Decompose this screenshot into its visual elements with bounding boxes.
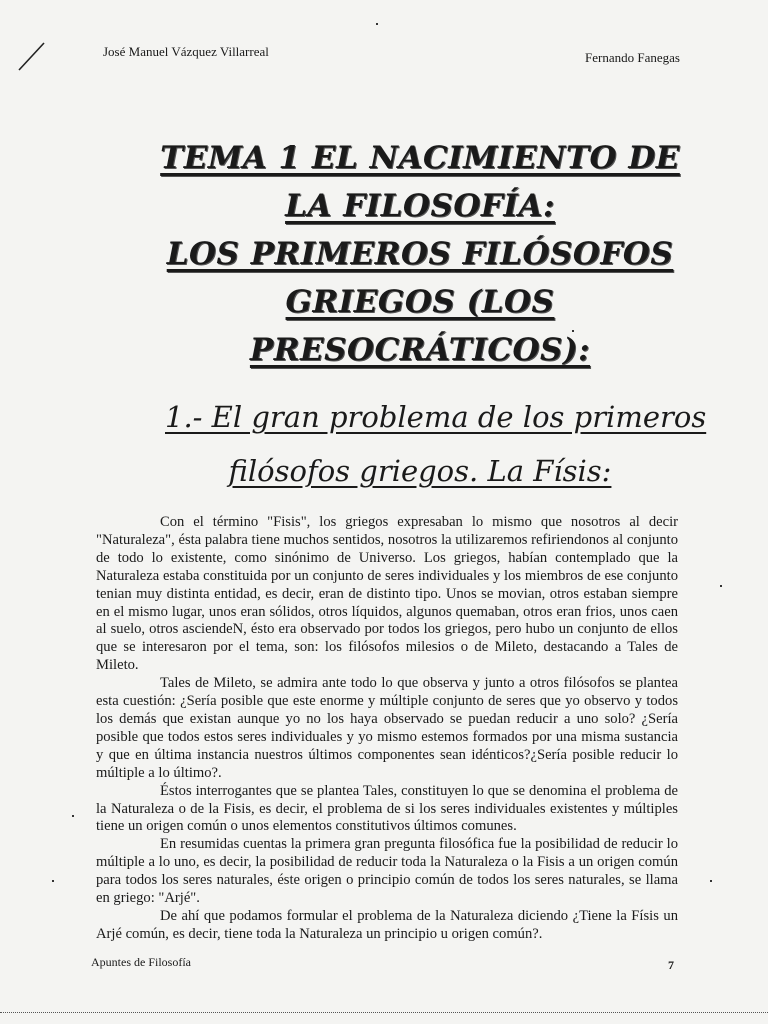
header-author-left: José Manuel Vázquez Villarreal — [103, 44, 269, 59]
title-line: PRESOCRÁTICOS): — [249, 332, 591, 368]
margin-speck — [72, 815, 74, 817]
title-line: LA FILOSOFÍA: — [285, 188, 555, 224]
paragraph: Con el término "Fisis", los griegos expresaban lo mismo que nosotros al decir "Naturaleza", ésta palabra tiene muchos sentidos, nosotros la utilizaremos refiriendonos al conjunto de todo lo existente, como sinónimo de Universo. Los griegos, habían contemplado que la Naturaleza estaba constituida por un conjunto de seres individuales y los miembros de ese conjunto tenian muy distinta entidad, es decir, eran de distinto tipo. Unos se movian, otros estaban siempre en el mismo lugar, unos eran sólidos, otros líquidos, algunos quemaban, otros eran frios, unos caen al suelo, otros asciendeN, ésto era observado por todos los griegos, pero hubo un conjunto de ellos que se interesaron por el tema, son: los filósofos milesios o de Mileto, destacando a Tales de Mileto. — [96, 514, 678, 674]
paragraph: Tales de Mileto, se admira ante todo lo que observa y junto a otros filósofos se plantea esta cuestión: ¿Sería posible que este enorme y múltiple conjunto de seres que yo observo y todos los demás que existan aunque yo no los haya observado se puedan reducir a uno solo? ¿Sería posible que todos estos seres individuales y yo mismo estemos formados por una misma sustancia y que en última instancia nuestros últimos componentes sean idénticos?¿Sería posible reducir lo múltiple a lo último?. — [96, 675, 678, 781]
margin-speck — [52, 880, 54, 882]
footer-title: Apuntes de Filosofía — [91, 955, 191, 969]
paragraph: En resumidas cuentas la primera gran pregunta filosófica fue la posibilidad de reducir lo múltiple a lo uno, es decir, la posibilidad de reducir toda la Naturaleza o la Fisis a un origen común para todos los seres naturales, éste origen o principio común de todos los seres naturales, se llama en griego: "Arjé". — [96, 836, 678, 907]
margin-speck — [710, 880, 712, 882]
scan-edge — [0, 1012, 768, 1019]
section-heading-line: 1.- El gran problema de los primeros — [165, 400, 707, 434]
section-heading — [165, 390, 707, 498]
title-line: TEMA 1 EL NACIMIENTO DE — [160, 140, 680, 176]
title-line: GRIEGOS (LOS — [285, 284, 555, 320]
margin-speck — [572, 330, 574, 332]
main-title — [160, 134, 680, 374]
margin-speck — [376, 23, 378, 25]
page-number: 7 — [668, 958, 674, 972]
margin-speck — [720, 585, 722, 587]
paragraph: De ahí que podamos formular el problema de la Naturaleza diciendo ¿Tiene la Físis un Arjé común, es decir, tiene toda la Naturaleza un principio u origen común?. — [96, 907, 678, 942]
section-heading-line: filósofos griegos. La Físis: — [228, 454, 612, 488]
paragraph: Éstos interrogantes que se plantea Tales, constituyen lo que se denomina el problema de la Naturaleza o de la Fisis, es decir, el problema de si los seres individuales existentes y múltiples tiene un origen común o unos elementos constitutivos últimos comunes. — [96, 782, 678, 835]
header-author-right: Fernando Fanegas — [585, 50, 680, 65]
title-line: LOS PRIMEROS FILÓSOFOS — [166, 236, 674, 272]
body-text — [96, 514, 678, 944]
pen-mark — [14, 40, 48, 74]
